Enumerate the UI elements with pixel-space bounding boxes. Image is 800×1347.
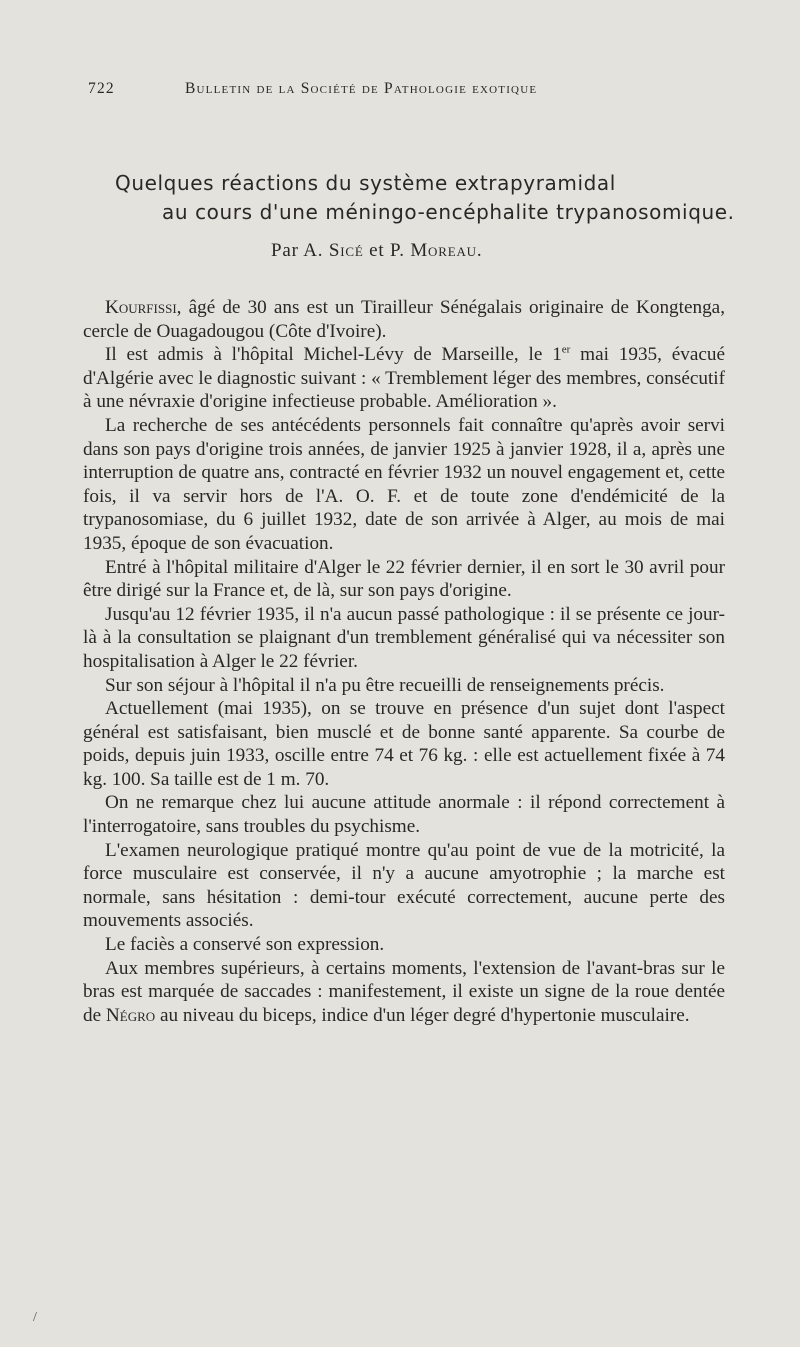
article-title-line-1: Quelques réactions du système extrapyramidal <box>115 171 616 195</box>
journal-title: Bulletin de la Société de Pathologie exotique <box>185 80 538 97</box>
superscript: er <box>561 343 571 356</box>
paragraph: On ne remarque chez lui aucune attitude anormale : il répond correctement à l'interrogatoire, sans troubles du psychisme. <box>83 792 725 838</box>
paragraph: Jusqu'au 12 février 1935, il n'a aucun passé pathologique : il se présente ce jour-là à la consultation se plaignant d'un tremblement généralisé qui va nécessiter son hospitalisation à Alger le 22 février. <box>83 603 725 672</box>
author-moreau: Moreau <box>410 240 477 261</box>
margin-mark: / <box>33 1310 37 1325</box>
paragraph: La recherche de ses antécédents personnels fait connaître qu'après avoir servi dans son pays d'origine trois années, de janvier 1925 à janvier 1928, il a, après une interruption de quatre ans, contracté en février 1932 un nouvel engagement et, cette fois, il va servir hors de l'A. O. F. et de toute zone d'endémicité de la trypanosomiase, du 6 juillet 1932, date de son arrivée à Alger, au mois de mai 1935, époque de son évacuation. <box>83 414 725 554</box>
authors-prefix: Par A. <box>271 240 329 261</box>
paragraph: Actuellement (mai 1935), on se trouve en présence d'un sujet dont l'aspect général est satisfaisant, bien musclé et de bonne santé apparente. Sa courbe de poids, depuis juin 1933, oscille entre 74 et 76 kg. : elle est actuellement fixée à 74 kg. 100. Sa taille est de 1 m. 70. <box>83 698 725 790</box>
paragraph: Sur son séjour à l'hôpital il n'a pu être recueilli de renseignements précis. <box>105 674 665 696</box>
paragraph-text: mai 1935, évacué d'Algérie avec le diagnostic suivant : « Tremblement léger des membres, consécutif à une névraxie d'origine infectieuse probable. Amélioration ». <box>83 344 725 413</box>
patient-name: Kourfissi <box>105 297 177 318</box>
cited-name-negro: Négro <box>105 1004 156 1026</box>
paragraph <box>83 296 725 343</box>
paragraph <box>83 343 725 414</box>
paragraph: Le faciès a conservé son expression. <box>105 934 385 956</box>
page-number: 722 <box>88 80 115 97</box>
article-authors <box>271 240 482 262</box>
paragraph-text: au niveau du biceps, indice d'un léger degré d'hypertonie musculaire. <box>155 1004 690 1026</box>
paragraph: L'examen neurologique pratiqué montre qu'au point de vue de la motricité, la force musculaire est conservée, il n'y a aucune amyotrophie ; la marche est normale, sans hésitation : demi-tour exécuté correctement, aucune perte des mouvements associés. <box>83 839 725 932</box>
authors-join: et P. <box>363 240 411 261</box>
paragraph-text: Il est admis à l'hôpital Michel-Lévy de Marseille, le 1 <box>105 344 562 366</box>
article-body <box>83 296 725 1027</box>
paragraph-text: Aux membres supérieurs, à certains moments, l'extension de l'avant-bras sur le bras est marquée de saccades : manifestement, il existe un signe de la roue dentée de <box>83 957 725 1026</box>
article-title-line-2: au cours d'une méningo-encéphalite trypanosomique. <box>162 200 735 224</box>
paragraph: Entré à l'hôpital militaire d'Alger le 22 février dernier, il en sort le 30 avril pour être dirigé sur la France et, de là, sur son pays d'origine. <box>83 556 725 602</box>
author-sice: Sicé <box>328 240 364 261</box>
paragraph-text: , âgé de 30 ans est un Tirailleur Sénégalais originaire de Kongtenga, cercle de Ouagadougou (Côte d'Ivoire). <box>83 297 725 342</box>
paragraph <box>83 957 725 1028</box>
authors-suffix: . <box>476 240 483 261</box>
